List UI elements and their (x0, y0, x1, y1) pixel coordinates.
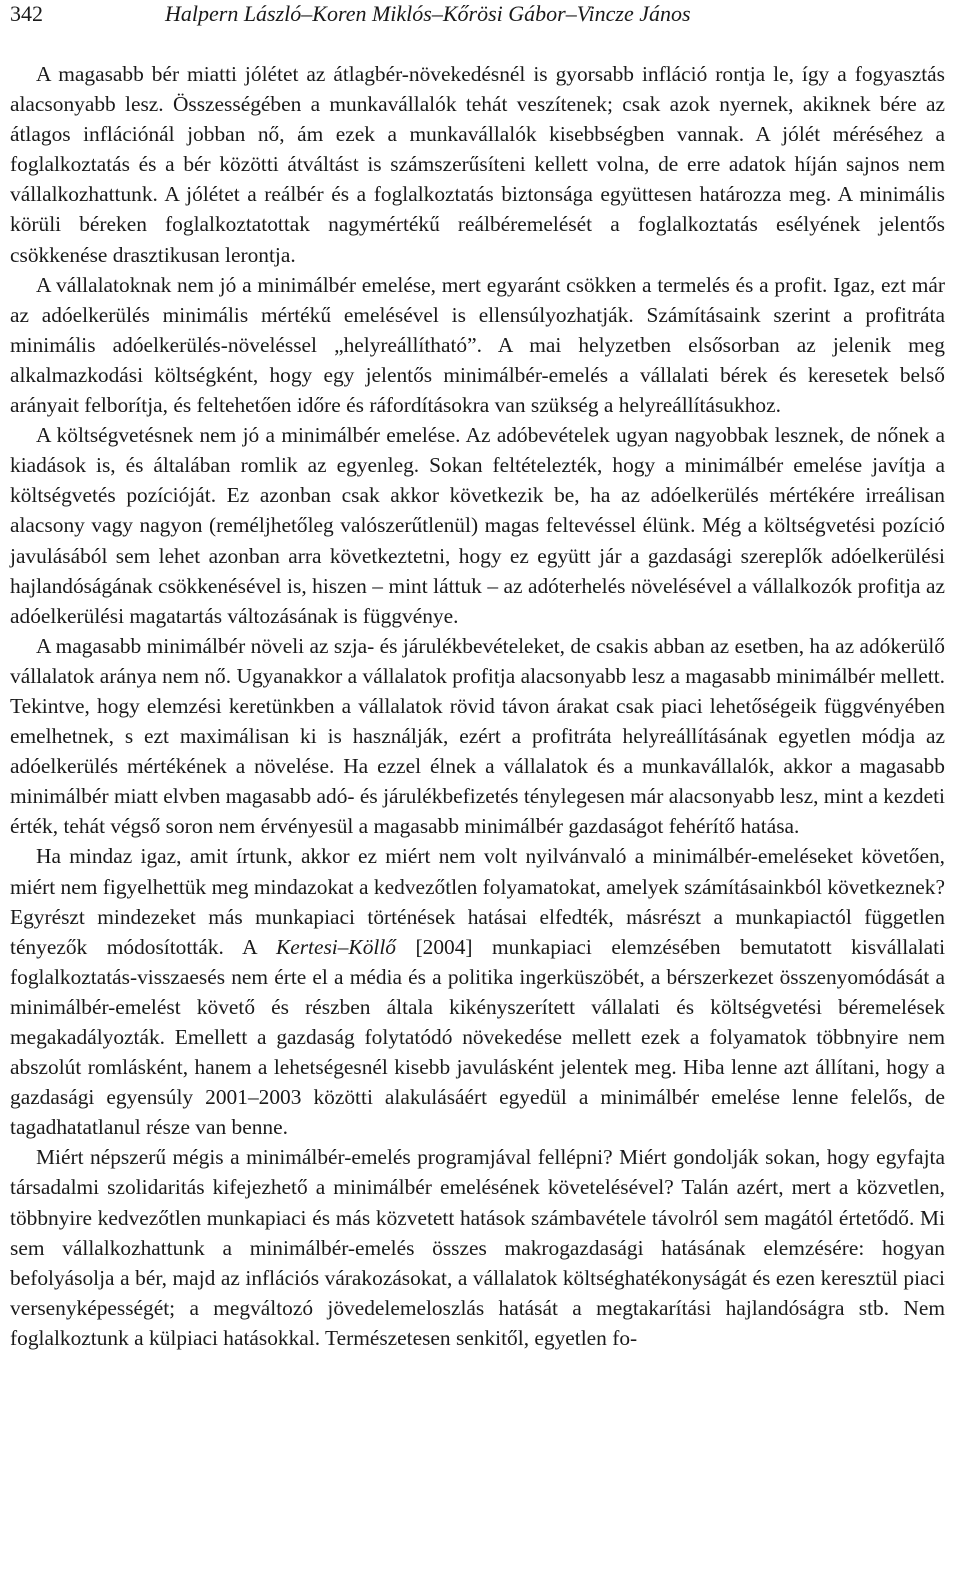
page-header (10, 0, 945, 41)
paragraph-4 (10, 631, 945, 842)
paragraph-text: A magasabb minimálbér növeli az szja- és járulékbevételeket, de csakis abban az esetben, ha az adókerülő vállalatok aránya nem nő. Ugyanakkor a vállalatok profitja alacsonyabb lesz a magasabb minimálbér mellett. Tekintve, hogy elemzési keretünkben a vállalatok rövid távon árakat csak piaci lehetőségeik függvényében emelhetnek, s ezt maximálisan ki is használják, ezért a profitráta helyreállításának egyetlen módja az adóelkerülés mértékének a növelése. Ha ezzel élnek a vállalatok és a munkavállalók, akkor a magasabb minimálbér miatt elvben magasabb adó- és járulékbefizetés ténylegesen már alacsonyabb lesz, mint a kezdeti érték, tehát végső soron nem érvényesül a magasabb minimálbér gazdaságot fehérítő hatása. (10, 633, 945, 839)
paragraph-text: A magasabb bér miatti jólétet az átlagbér-növekedésnél is gyorsabb infláció rontja le, így a fogyasztás alacsonyabb lesz. Összességében a munkavállalók tehát veszítenek; csak azok nyernek, akiknek bére az átlagos inflációnál jobban nő, ám ezek a munkavállalók kisebbségben vannak. A jólét méréséhez a foglalkoztatás és a bér közötti átváltást is számszerűsíteni kellett volna, de erre adatok híján sajnos nem vállalkozhattunk. A jólétet a reálbér és a foglalkoztatás biztonsága együttesen határozza meg. A minimális körüli béreken foglalkoztatottak nagymértékű reálbéremelését a foglalkoztatás esélyének jelentős csökkenése drasztikusan lerontja. (10, 62, 945, 267)
paragraph-text: A vállalatoknak nem jó a minimálbér emelése, mert egyaránt csökken a termelés és a profit. Igaz, ezt már az adóelkerülés minimális mértékű emelésével is ellensúlyozhatják. Számításaink szerint a profitráta minimális adóelkerülés-növeléssel „helyreállítható”. A mai helyzetben elsősorban az jelenik meg alkalmazkodási költségként, hogy egy jelentős minimálbér-emelés a vállalati bérek és keresetek belső arányait felborítja, és feltehetően időre és ráfordításokra van szükség a helyreállításukhoz. (10, 272, 945, 418)
paragraph-5 (10, 841, 945, 1142)
paragraph-1 (10, 59, 945, 270)
paragraph-2 (10, 270, 945, 420)
paragraph-text: A költségvetésnek nem jó a minimálbér emelése. Az adóbevételek ugyan nagyobbak lesznek, de nőnek a kiadások is, és általában romlik az egyenleg. Sokan feltételezték, hogy a minimálbér emelése javítja a költségvetés pozícióját. Ez azonban csak akkor következik be, ha az adóelkerülés mértékére irreálisan alacsony vagy nagyon (reméljhetőleg valószerűtlenül) magas feltevéssel élünk. Még a költségvetési pozíció javulásából sem lehet azonban arra következtetni, hogy ez együtt jár a gazdasági szereplők adóelkerülési hajlandóságának csökkenésével is, hiszen – mint láttuk – az adóterhelés növelésével a vállalkozók profitja az adóelkerülési magatartás változásának is függvénye. (10, 423, 945, 628)
paragraph-text: Miért népszerű mégis a minimálbér-emelés programjával fellépni? Miért gondolják sokan, hogy egyfajta társadalmi szolidaritás kifejezhető a minimálbér emelésének követelésével? Talán azért, mert a közvetlen, többnyire kedvezőtlen munkapiaci és más közvetett hatások számbavétele távolról sem magától értetődő. Mi sem vállalkozhattunk a minimálbér-emelés összes makrogazdasági hatásának elemzésére: hogyan befolyásolja a bér, majd az inflációs várakozásokat, a vállalatok költséghatékonyságát és ezen keresztül piaci versenyképességét; a megváltozó jövedelemeloszlás hatását a megtakarítási hajlandóságra stb. Nem foglalkoztunk a külpiaci hatásokkal. Természetesen senkitől, egyetlen fo- (10, 1145, 945, 1350)
paragraph-text: [2004] munkapiaci elemzésében bemutatott kisvállalati foglalkoztatás-visszaesés nem érte el a média és a politika ingerküszöbét, a bérszerkezet összenyomódását a minimálbér-emelést követő és részben általa kikényszerített vállalati és költségvetési béremelések megakadályozták. Emellett a gazdaság folytatódó növekedése mellett ezek a folyamatok többnyire nem abszolút romlásként, hanem a lehetségesnél kisebb javulásként jelentek meg. Hiba lenne azt állítani, hogy a gazdasági egyensúly 2001–2003 közötti alakulásáért egyedül a minimálbér emelése lenne felelős, de tagadhatatlanul része van benne. (10, 934, 946, 1140)
paragraph-3 (10, 420, 945, 631)
paragraph-6 (10, 1142, 945, 1353)
citation-authors: Kertesi–Köllő (275, 934, 396, 959)
running-head: Halpern László–Koren Miklós–Kőrösi Gábor–Vincze János (165, 1, 691, 26)
paragraph-text: Ha mindaz igaz, amit írtunk, akkor ez miért nem volt nyilvánvaló a minimálbér-emeléseket követően, miért nem figyelhettük meg mindazokat a kedvezőtlen folyamatokat, amelyek számításainkból következnek? Egyrészt mindezeket más munkapiaci történések hatásai elfedték, másrészt a munkapiactól független tényezők módosították. A (10, 844, 945, 959)
body-text (10, 59, 945, 1353)
document-page (10, 0, 945, 1353)
page-number: 342 (10, 1, 43, 26)
